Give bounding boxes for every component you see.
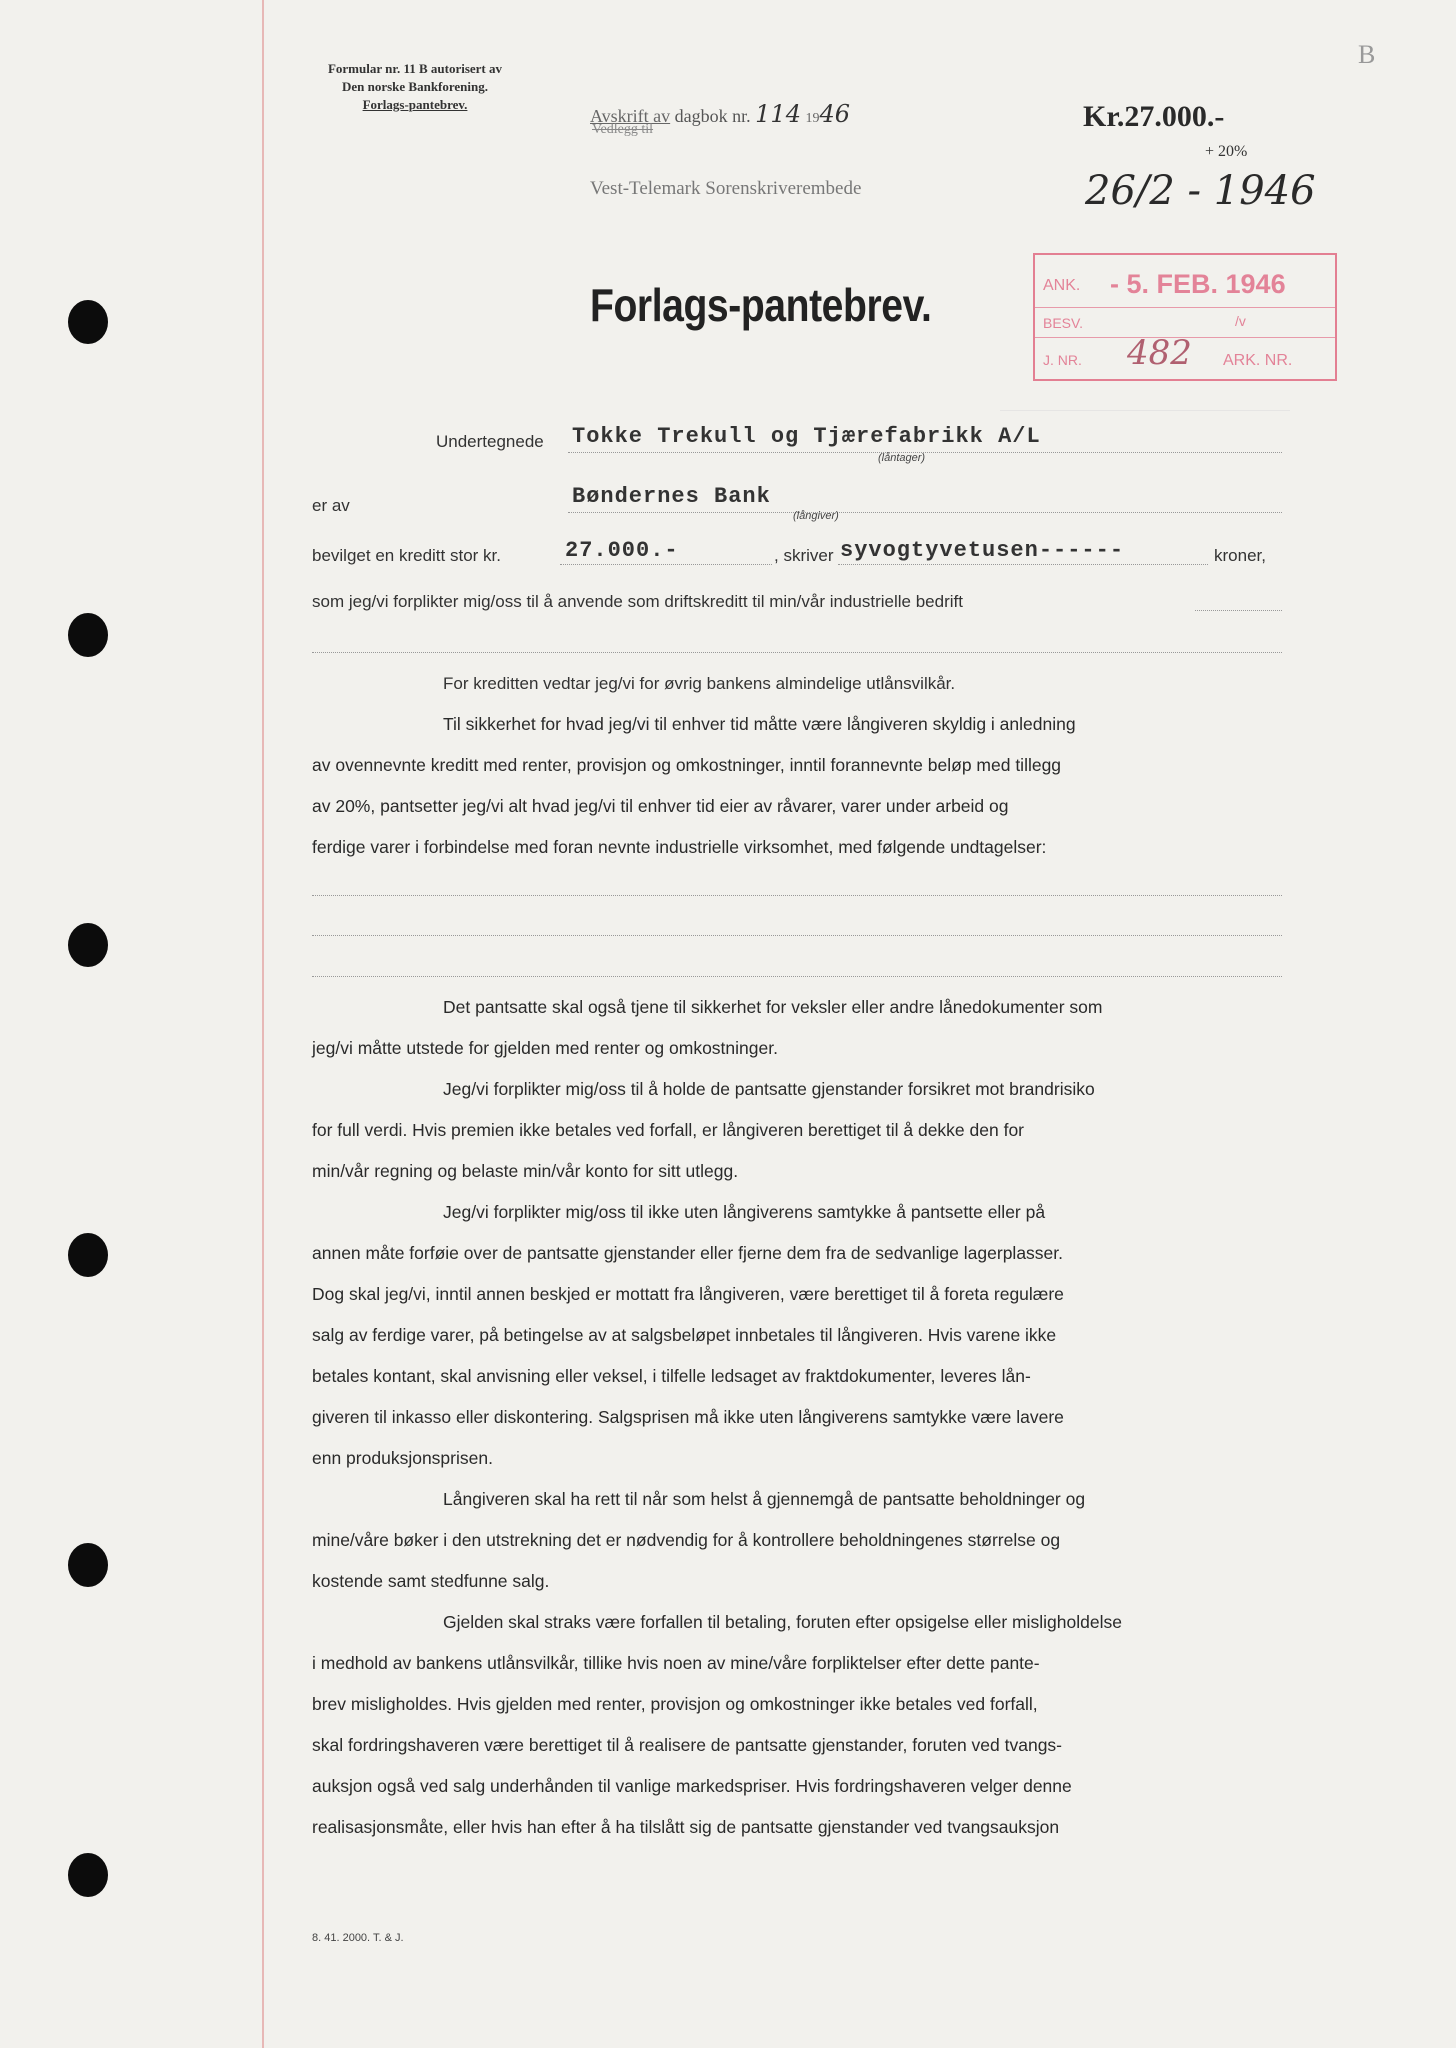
paragraph-4	[312, 1069, 1282, 1192]
p2-line: ferdige varer i forbindelse med foran nevnte industrielle virksomhet, med følgende undtagelser:	[312, 837, 1047, 857]
p6-line: mine/våre bøker i den utstrekning det er nødvendig for å kontrollere beholdningenes størrelse og	[312, 1530, 1061, 1550]
p5-line: annen måte forføie over de pantsatte gjenstander eller fjerne dem fra de sedvanlige lagerplasser.	[312, 1243, 1064, 1263]
binder-hole	[68, 1543, 108, 1587]
binder-hole	[68, 300, 108, 344]
kreditt-label: bevilget en kreditt stor kr.	[312, 546, 501, 565]
paragraph-1: For kreditten vedtar jeg/vi for øvrig bankens almindelige utlånsvilkår.	[443, 674, 956, 693]
p7-line: auksjon også ved salg underhånden til vanlige markedspriser. Hvis fordringshaveren velger denne	[312, 1776, 1072, 1796]
binder-hole	[68, 1853, 108, 1897]
amount-value: 27.000.-	[1124, 100, 1225, 133]
p7-line: i medhold av bankens utlånsvilkår, tillike hvis noen av mine/våre forpliktelser efter dette pante-	[312, 1653, 1040, 1673]
year-prefix: 19	[805, 111, 820, 126]
p5-line: giveren til inkasso eller diskontering. Salgsprisen må ikke uten långiverens samtykke være lavere	[312, 1407, 1064, 1427]
form-identifier	[300, 60, 530, 114]
p6-line: kostende samt stedfunne salg.	[312, 1571, 550, 1591]
p5-line: enn produksjonsprisen.	[312, 1448, 493, 1468]
amount-in-words: syvogtyvetusen------	[840, 538, 1125, 563]
paragraph-2	[312, 704, 1282, 868]
p5-line: Dog skal jeg/vi, inntil annen beskjed er mottatt fra långiveren, være berettiget til å foreta regulære	[312, 1284, 1064, 1304]
paragraph-3	[312, 987, 1282, 1069]
form-id-line1: Formular nr. 11 B autorisert av	[327, 61, 503, 76]
p2-line: Til sikkerhet for hvad jeg/vi til enhver tid måtte være långiveren skyldig i anledning	[443, 714, 1076, 734]
p7-line: Gjelden skal straks være forfallen til betaling, foruten efter opsigelse eller misligholdelse	[443, 1612, 1122, 1632]
paragraph-7	[312, 1602, 1282, 1848]
corner-mark: B	[1358, 40, 1376, 69]
paragraph-5	[312, 1192, 1282, 1479]
kreditt-amount: 27.000.-	[565, 538, 679, 563]
binder-hole	[68, 1233, 108, 1277]
page-title: Forlags-pantebrev.	[590, 279, 932, 331]
margin-line	[262, 0, 264, 2048]
borrower-name: Tokke Trekull og Tjærefabrikk A/L	[572, 424, 1041, 449]
lender-name: Bøndernes Bank	[572, 484, 771, 509]
handwritten-date: 26/2 - 1946	[1085, 168, 1316, 214]
binder-hole	[68, 923, 108, 967]
form-id-line2: Den norske Bankforening.	[341, 79, 489, 94]
p2-line: av 20%, pantsetter jeg/vi alt hvad jeg/vi til enhver tid eier av råvarer, varer under arbeid og	[312, 796, 1009, 816]
form-id-line3: Forlags-pantebrev.	[362, 97, 468, 112]
avskrift-label: Avskrift av	[590, 106, 671, 126]
p5-line: Jeg/vi forplikter mig/oss til ikke uten långiverens samtykke å pantsette eller på	[443, 1202, 1046, 1222]
binder-hole	[68, 613, 108, 657]
dagbok-label: dagbok nr.	[674, 106, 751, 126]
p5-line: betales kontant, skal anvisning eller veksel, i tilfelle ledsaget av fraktdokumenter, leveres lån-	[312, 1366, 1031, 1386]
paragraph-6	[312, 1479, 1282, 1602]
purpose-text: som jeg/vi forplikter mig/oss til å anvende som driftskreditt til min/vår industrielle bedrift	[312, 592, 963, 611]
p3-line: jeg/vi måtte utstede for gjelden med renter og omkostninger.	[312, 1038, 778, 1058]
ank-date: - 5. FEB. 1946	[1110, 269, 1286, 299]
received-stamp	[1033, 253, 1337, 381]
p4-line: for full verdi. Hvis premien ikke betales ved forfall, er långiveren berettiget til å dekke den for	[312, 1120, 1025, 1140]
p4-line: min/vår regning og belaste min/vår konto for sitt utlegg.	[312, 1161, 739, 1181]
printer-mark: 8. 41. 2000. T. & J.	[312, 1932, 404, 1944]
p5-line: salg av ferdige varer, på betingelse av at salgsbeløpet innbetales til långiveren. Hvis varene ikke	[312, 1325, 1057, 1345]
besv-label: BESV.	[1043, 315, 1083, 331]
surcharge: + 20%	[1205, 143, 1248, 160]
skriver-label: , skriver	[774, 546, 834, 565]
dagbok-number: 114	[755, 100, 801, 128]
p7-line: realisasjonsmåte, eller hvis han efter å ha tilslått sig de pantsatte gjenstander ved tvangsauksjon	[312, 1817, 1060, 1837]
vedlegg-label: Vedlegg til	[592, 122, 654, 137]
undertegnede-label: Undertegnede	[436, 432, 544, 451]
amount-prefix: Kr.	[1083, 100, 1125, 133]
p2-line: av ovennevnte kreditt med renter, provisjon og omkostninger, inntil forannevnte beløp med tillegg	[312, 755, 1062, 775]
ank-label: ANK.	[1043, 277, 1081, 294]
p6-line: Långiveren skal ha rett til når som helst å gjennemgå de pantsatte beholdninger og	[443, 1489, 1086, 1509]
office-name: Vest-Telemark Sorenskriverembede	[590, 178, 862, 199]
ark-label: ARK. NR.	[1223, 352, 1293, 369]
jnr-label: J. NR.	[1043, 352, 1082, 368]
kroner-label: kroner,	[1214, 546, 1266, 565]
jnr-value: 482	[1127, 333, 1192, 373]
lender-caption: (långiver)	[793, 510, 839, 522]
besv-value: /v	[1235, 313, 1246, 329]
p7-line: brev misligholdes. Hvis gjelden med renter, provisjon og omkostninger ikke betales ved forfall,	[312, 1694, 1038, 1714]
bleedthrough-mark	[1000, 400, 1290, 411]
borrower-caption: (låntager)	[878, 452, 926, 464]
year-suffix: 46	[819, 100, 851, 128]
p4-line: Jeg/vi forplikter mig/oss til å holde de pantsatte gjenstander forsikret mot brandrisiko	[443, 1079, 1095, 1099]
p7-line: skal fordringshaveren være berettiget til å realisere de pantsatte gjenstander, foruten ved tvangs-	[312, 1735, 1063, 1755]
er-av-label: er av	[312, 496, 350, 515]
amount-header	[1083, 100, 1224, 134]
p3-line: Det pantsatte skal også tjene til sikkerhet for veksler eller andre lånedokumenter som	[443, 997, 1103, 1017]
